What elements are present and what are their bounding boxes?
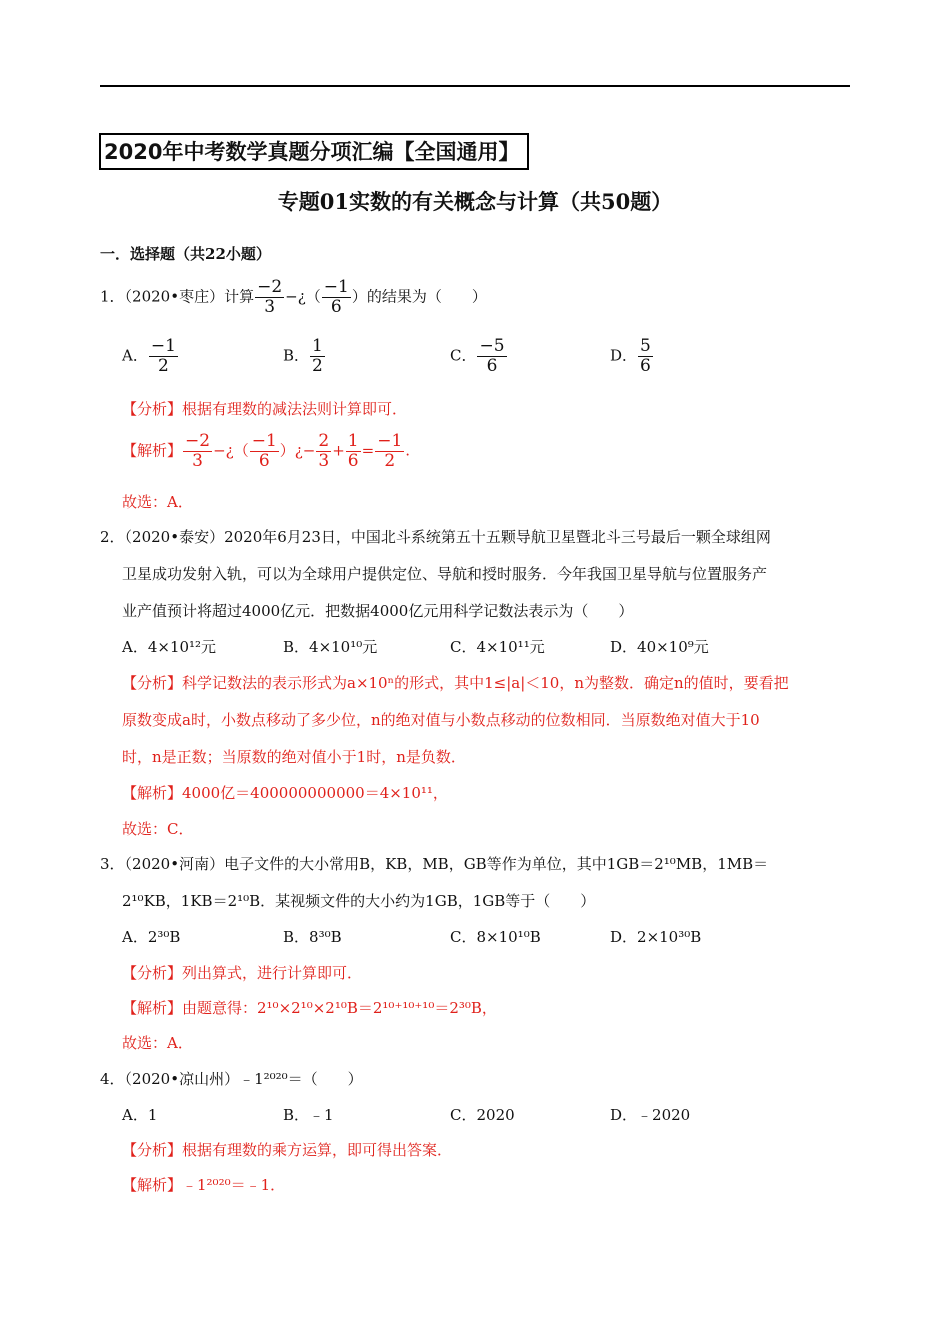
question-1: 1．（2020•枣庄）计算 $\frac{-2}{3}$ −¿（ $\frac{-1}{6}$ ）的结果为（ ） [100,277,487,317]
q2-line-3: 业产值预计将超过4000亿元．把数据4000亿元用科学记数法表示为（ ） [122,602,634,620]
q2-line-2: 卫星成功发射入轨，可以为全球用户提供定位、导航和授时服务．今年我国卫星导航与位置服务产 [122,565,768,583]
section-heading: 一．选择题（共22小题） [100,245,271,263]
q3-option-a: A．2³⁰B [122,928,181,946]
q2-option-a: A．4×10¹²元 [122,638,217,656]
q4-option-c: C．2020 [450,1106,515,1124]
q4-analysis: 【分析】根据有理数的乘方运算，即可得出答案． [122,1141,453,1159]
q3-line-2: 2¹⁰KB，1KB＝2¹⁰B．某视频文件的大小约为1GB，1GB等于（ ） [122,892,596,910]
q3-line-1: 3．（2020•河南）电子文件的大小常用B，KB，MB，GB等作为单位，其中1GB＝2¹⁰MB，1MB＝ [100,855,769,873]
q2-analysis-2: 原数变成a时，小数点移动了多少位，n的绝对值与小数点移动的位数相同．当原数绝对值大于10 [122,711,760,729]
q2-answer: 故选：C． [122,820,194,838]
q1-solution: 【解析】 $\frac{-2}{3}$ −¿（ $\frac{-1}{6}$ ）¿− $\frac{2}{3}$ + $\frac{1}{6}$ = $\frac{-1}{2}$ . [122,431,411,471]
q3-option-c: C．8×10¹⁰B [450,928,541,946]
top-rule [100,85,850,87]
q2-option-c: C．4×10¹¹元 [450,638,545,656]
q1-option-a: A． $\frac{-1}{2}$ [122,336,176,376]
q3-solution: 【解析】由题意得：2¹⁰×2¹⁰×2¹⁰B＝2¹⁰⁺¹⁰⁺¹⁰＝2³⁰B， [122,999,497,1017]
q2-option-d: D．40×10⁹元 [610,638,709,656]
q2-option-b: B．4×10¹⁰元 [283,638,378,656]
q4-option-a: A．1 [122,1106,158,1124]
q3-option-b: B．8³⁰B [283,928,342,946]
collection-banner: 2020年中考数学真题分项汇编【全国通用】 [99,133,529,170]
q3-option-d: D．2×10³⁰B [610,928,702,946]
q2-analysis-1: 【分析】科学记数法的表示形式为a×10ⁿ的形式，其中1≤|a|＜10，n为整数．确定n的值时，要看把 [122,674,789,692]
q1-answer: 故选：A． [122,493,193,511]
q1-option-b: B． $\frac{1}{2}$ [283,336,323,376]
q2-solution: 【解析】4000亿＝400000000000＝4×10¹¹， [122,784,448,802]
q4-option-b: B．﹣1 [283,1106,334,1124]
q2-line-1: 2．（2020•泰安）2020年6月23日，中国北斗系统第五十五颗导航卫星暨北斗三号最后一颗全球组网 [100,528,771,546]
q3-analysis: 【分析】列出算式，进行计算即可． [122,964,363,982]
page-title: 专题01实数的有关概念与计算（共50题） [277,189,673,214]
q1-option-d: D． $\frac{5}{6}$ [610,336,651,376]
q4-line-1: 4．（2020•凉山州）﹣1²⁰²⁰＝（ ） [100,1070,363,1088]
q1-option-c: C． $\frac{-5}{6}$ [450,336,505,376]
q4-solution: 【解析】﹣1²⁰²⁰＝﹣1． [122,1176,286,1194]
q3-answer: 故选：A． [122,1034,193,1052]
q1-analysis: 【分析】根据有理数的减法法则计算即可． [122,400,408,418]
q4-option-d: D．﹣2020 [610,1106,691,1124]
q2-analysis-3: 时，n是正数；当原数的绝对值小于1时，n是负数． [122,748,466,766]
